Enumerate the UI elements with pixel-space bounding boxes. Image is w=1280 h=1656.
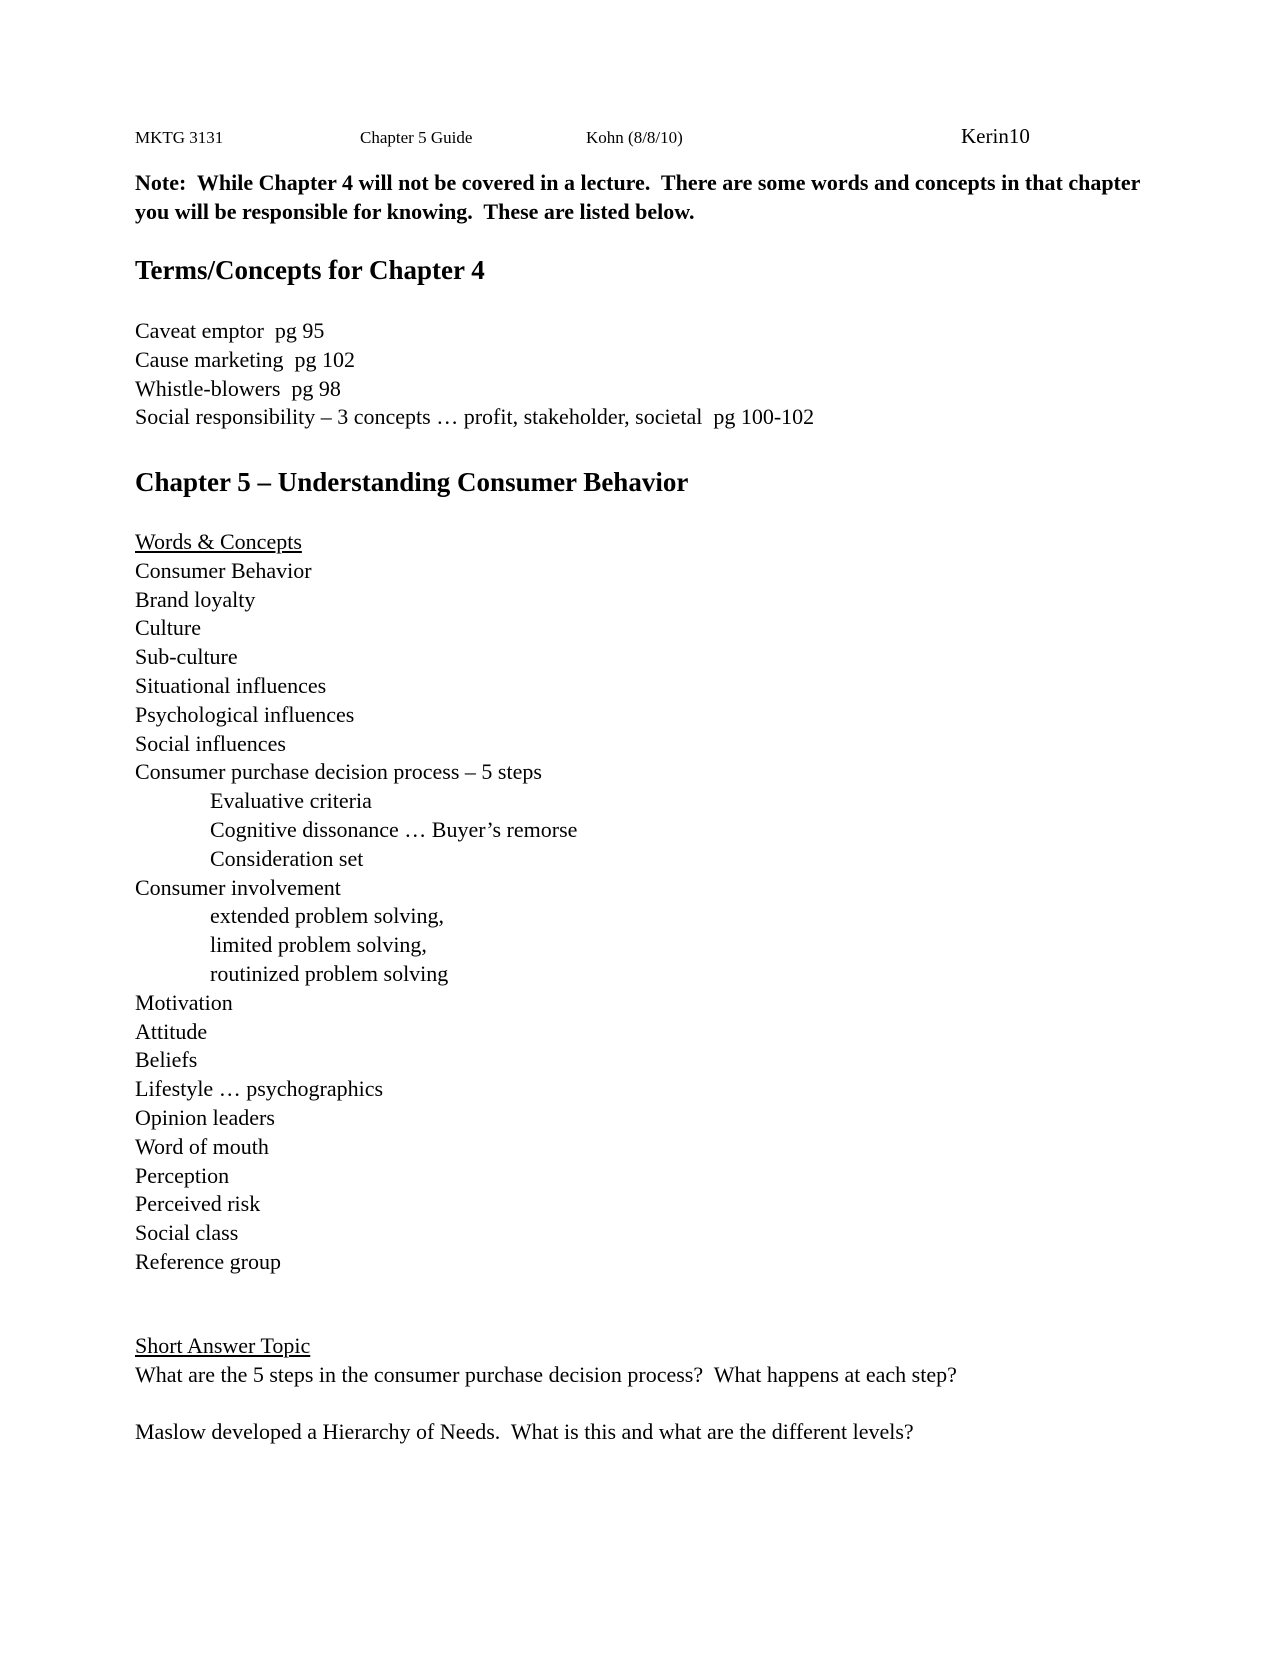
list-item: Whistle-blowers pg 98 (135, 375, 341, 401)
list-item: Cognitive dissonance … Buyer’s remorse (210, 816, 578, 842)
chapter5-heading: Chapter 5 – Understanding Consumer Behavior (135, 467, 689, 497)
chapter4-terms-list (135, 317, 814, 432)
list-item: Perception (135, 1162, 230, 1188)
textbook-edition: Kerin10 (961, 124, 1030, 148)
list-item: Lifestyle … psychographics (135, 1076, 384, 1102)
list-item: Social responsibility – 3 concepts … profit, stakeholder, societal pg 100-102 (135, 404, 815, 430)
chapter5-terms-list (135, 528, 577, 1277)
list-item: Social class (135, 1220, 239, 1246)
paragraph-spacer (135, 1390, 1195, 1419)
list-item: routinized problem solving (210, 960, 449, 986)
list-item: Sub-culture (135, 644, 238, 670)
short-answer-question: Maslow developed a Hierarchy of Needs. What is this and what are the different levels? (135, 1419, 914, 1445)
list-item: Psychological influences (135, 701, 355, 727)
list-item: limited problem solving, (210, 932, 427, 958)
page-header (135, 124, 1135, 150)
words-concepts-heading: Words & Concepts (135, 529, 302, 554)
list-item: Caveat emptor pg 95 (135, 318, 325, 343)
list-item: Brand loyalty (135, 586, 256, 612)
list-item: Situational influences (135, 672, 327, 698)
list-item: extended problem solving, (210, 903, 445, 929)
list-item: Motivation (135, 989, 233, 1015)
list-item: Cause marketing pg 102 (135, 346, 355, 372)
list-item: Social influences (135, 730, 286, 756)
list-item: Attitude (135, 1018, 208, 1044)
list-item: Culture (135, 615, 201, 641)
guide-title: Chapter 5 Guide (360, 128, 473, 147)
list-item: Consideration set (210, 845, 364, 871)
list-item: Evaluative criteria (210, 788, 372, 814)
author-date: Kohn (8/8/10) (586, 128, 683, 147)
short-answer-heading: Short Answer Topic (135, 1333, 311, 1358)
list-item: Perceived risk (135, 1191, 261, 1217)
list-item: Word of mouth (135, 1133, 269, 1159)
chapter4-note: Note: While Chapter 4 will not be covered in a lecture. There are some words and concepts in that chapter you will be responsible for knowing. These are listed below. (135, 170, 1146, 224)
course-code: MKTG 3131 (135, 128, 224, 147)
short-answer-question: What are the 5 steps in the consumer purchase decision process? What happens at each step? (135, 1361, 957, 1387)
chapter4-heading: Terms/Concepts for Chapter 4 (135, 255, 485, 285)
list-item: Reference group (135, 1248, 281, 1274)
list-item: Consumer involvement (135, 874, 341, 900)
short-answer-section (135, 1332, 1195, 1447)
list-item: Opinion leaders (135, 1104, 275, 1130)
list-item: Consumer purchase decision process – 5 steps (135, 759, 542, 785)
list-item: Consumer Behavior (135, 557, 312, 583)
list-item: Beliefs (135, 1047, 198, 1073)
